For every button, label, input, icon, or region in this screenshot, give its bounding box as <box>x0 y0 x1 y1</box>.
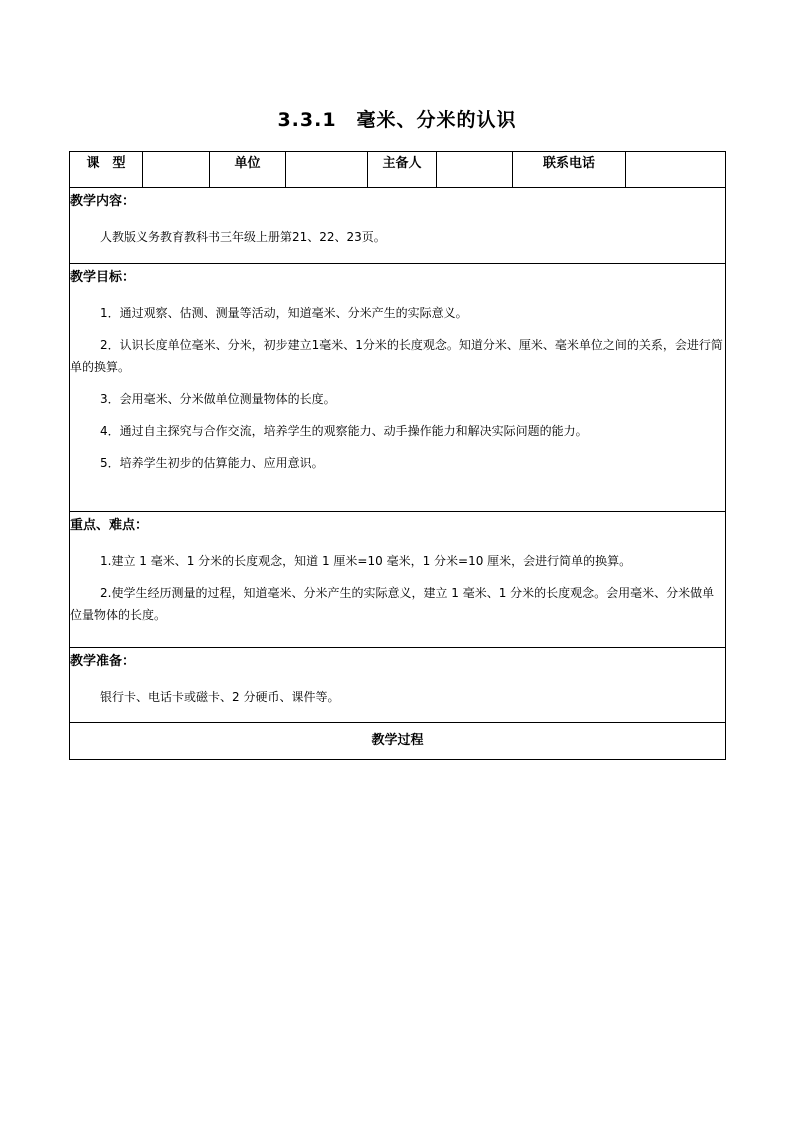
preparation-row <box>70 648 726 723</box>
preparation-section <box>70 648 726 723</box>
content-section <box>70 188 726 264</box>
objective-item: 2．认识长度单位毫米、分米，初步建立1毫米、1分米的长度观念。知道分米、厘米、毫米单位之间的关系，会进行简单的换算。 <box>70 338 723 374</box>
objectives-title: 教学目标： <box>70 270 136 285</box>
unit-label: 单位 <box>210 152 286 188</box>
preparer-value <box>437 152 513 188</box>
objectives-section <box>70 264 726 512</box>
unit-value <box>286 152 368 188</box>
objectives-row <box>70 264 726 512</box>
header-row <box>70 152 726 188</box>
preparation-title: 教学准备： <box>70 654 136 669</box>
content-title: 教学内容： <box>70 194 136 209</box>
lesson-plan-table <box>69 151 726 760</box>
course-type-value <box>143 152 210 188</box>
content-row <box>70 188 726 264</box>
preparer-label: 主备人 <box>368 152 437 188</box>
process-title: 教学过程 <box>70 723 726 760</box>
key-point-item: 1.建立 1 毫米、1 分米的长度观念，知道 1 厘米=10 毫米，1 分米=10 厘米，会进行简单的换算。 <box>100 554 632 568</box>
phone-value <box>626 152 726 188</box>
objective-item: 1．通过观察、估测、测量等活动，知道毫米、分米产生的实际意义。 <box>100 306 468 320</box>
objective-item: 3．会用毫米、分米做单位测量物体的长度。 <box>100 392 336 406</box>
objective-item: 5．培养学生初步的估算能力、应用意识。 <box>100 456 324 470</box>
phone-label: 联系电话 <box>513 152 626 188</box>
process-row <box>70 723 726 760</box>
document-title: 3.3.1 毫米、分米的认识 <box>277 109 517 131</box>
objective-item: 4．通过自主探究与合作交流，培养学生的观察能力、动手操作能力和解决实际问题的能力。 <box>100 424 588 438</box>
key-points-section <box>70 512 726 648</box>
course-type-label: 课 型 <box>70 152 143 188</box>
key-points-title: 重点、难点： <box>70 518 149 533</box>
content-text: 人教版义务教育教科书三年级上册第21、22、23页。 <box>100 230 386 244</box>
preparation-text: 银行卡、电话卡或磁卡、2 分硬币、课件等。 <box>100 690 340 704</box>
key-points-row <box>70 512 726 648</box>
key-point-item: 2.使学生经历测量的过程，知道毫米、分米产生的实际意义，建立 1 毫米、1 分米的长度观念。会用毫米、分米做单位量物体的长度。 <box>70 586 715 622</box>
